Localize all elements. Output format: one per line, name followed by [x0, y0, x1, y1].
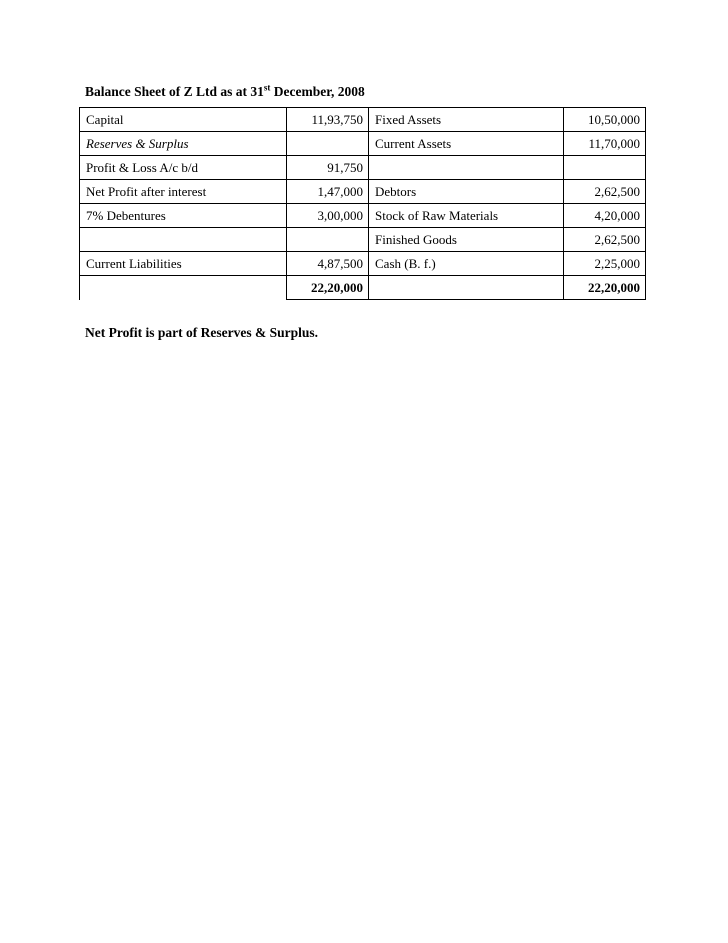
balance-sheet-table — [79, 107, 646, 300]
asset-amount: 10,50,000 — [564, 108, 646, 132]
asset-amount: 11,70,000 — [564, 132, 646, 156]
table-row — [80, 180, 646, 204]
table-row — [80, 108, 646, 132]
liability-total: 22,20,000 — [287, 276, 369, 300]
liability-amount: 1,47,000 — [287, 180, 369, 204]
liability-amount: 4,87,500 — [287, 252, 369, 276]
liability-amount — [287, 132, 369, 156]
table-row — [80, 132, 646, 156]
asset-amount: 2,25,000 — [564, 252, 646, 276]
asset-label — [369, 156, 564, 180]
asset-label: Stock of Raw Materials — [369, 204, 564, 228]
asset-amount: 2,62,500 — [564, 180, 646, 204]
asset-label: Finished Goods — [369, 228, 564, 252]
liability-label: Reserves & Surplus — [80, 132, 287, 156]
liability-label: Current Liabilities — [80, 252, 287, 276]
liability-label: Profit & Loss A/c b/d — [80, 156, 287, 180]
total-row — [80, 276, 646, 300]
title-suffix: December, 2008 — [270, 84, 365, 99]
table-row — [80, 252, 646, 276]
asset-amount: 2,62,500 — [564, 228, 646, 252]
liability-label: Net Profit after interest — [80, 180, 287, 204]
liability-label — [80, 276, 287, 300]
liability-amount: 91,750 — [287, 156, 369, 180]
liability-label: 7% Debentures — [80, 204, 287, 228]
title-prefix: Balance Sheet of Z Ltd as at 31 — [85, 84, 264, 99]
asset-label — [369, 276, 564, 300]
table-row — [80, 228, 646, 252]
asset-total: 22,20,000 — [564, 276, 646, 300]
table-row — [80, 204, 646, 228]
asset-label: Current Assets — [369, 132, 564, 156]
asset-label: Debtors — [369, 180, 564, 204]
asset-label: Cash (B. f.) — [369, 252, 564, 276]
asset-amount — [564, 156, 646, 180]
page-title — [85, 84, 365, 100]
liability-label — [80, 228, 287, 252]
liability-amount: 3,00,000 — [287, 204, 369, 228]
asset-label: Fixed Assets — [369, 108, 564, 132]
liability-label: Capital — [80, 108, 287, 132]
table-row — [80, 156, 646, 180]
asset-amount: 4,20,000 — [564, 204, 646, 228]
footnote: Net Profit is part of Reserves & Surplus. — [85, 325, 318, 340]
liability-amount: 11,93,750 — [287, 108, 369, 132]
liability-amount — [287, 228, 369, 252]
title-superscript: st — [263, 82, 271, 93]
